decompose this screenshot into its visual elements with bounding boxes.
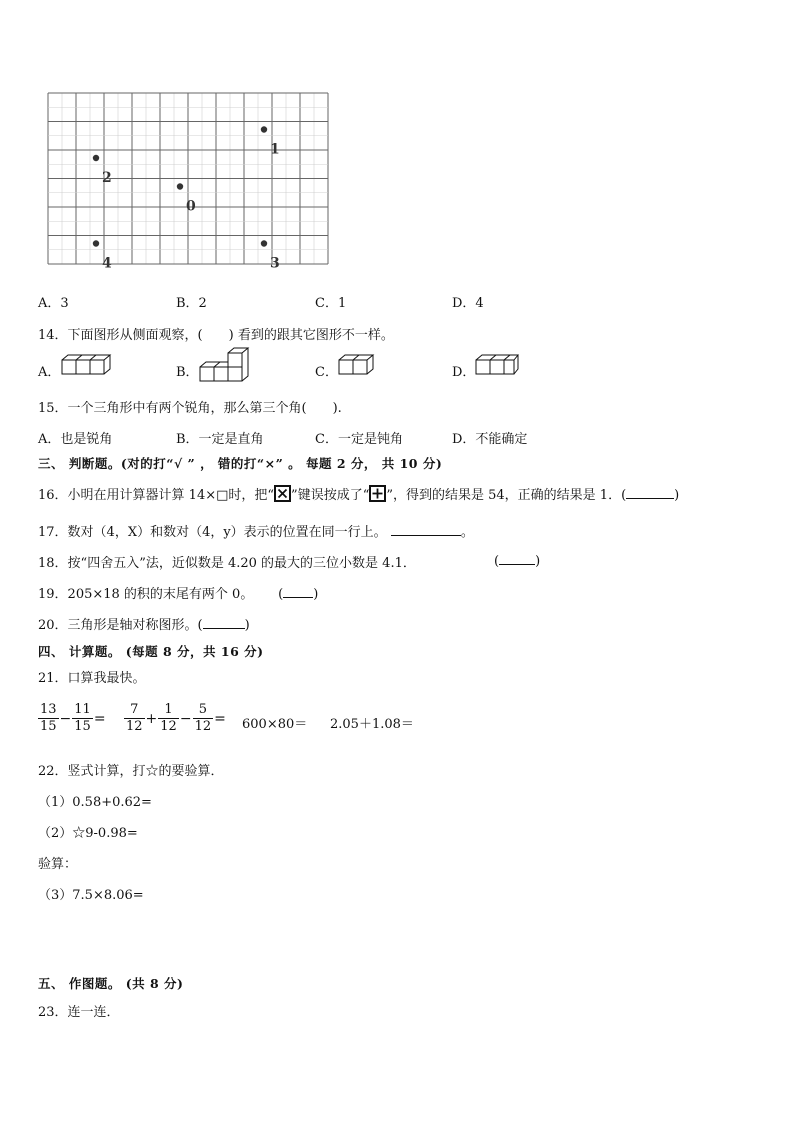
- q14-figure-d: [474, 352, 520, 380]
- grid-point-label: 3: [270, 255, 280, 272]
- q14-option-c-label: C．: [315, 365, 338, 380]
- fraction: $\frac{11}{15}$: [74, 702, 91, 734]
- cube-figure-c-icon: [337, 352, 377, 380]
- q21-expression-1: $\frac{13}{15}$ − $\frac{11}{15}$ =: [40, 702, 106, 734]
- grid-point: [177, 183, 183, 189]
- grid-point-label: 2: [102, 170, 112, 186]
- q18-text: 18．按“四舍五入”法，近似数是 4.20 的最大的三位小数是 4.1．: [38, 556, 416, 571]
- q20: [38, 614, 250, 633]
- q19: [38, 583, 318, 602]
- grid-point-label: 1: [270, 141, 280, 158]
- q17-text: 17．数对（4，X）和数对（4，y）表示的位置在同一行上。: [38, 525, 387, 540]
- q15-option-a[interactable]: A．也是锐角: [38, 432, 113, 447]
- cube-figure-d-icon: [474, 352, 520, 380]
- q13-option-c[interactable]: C．1: [315, 296, 347, 311]
- grid-figure: [42, 90, 330, 272]
- q20-bracket-close: ): [244, 618, 250, 633]
- section-4-title: 四、 计算题。 (每题 8 分，共 16 分): [38, 644, 264, 659]
- q19-answer-blank[interactable]: [283, 585, 313, 598]
- q13-option-b[interactable]: B．2: [176, 296, 207, 311]
- q16-text-2: ”键误按成了“: [291, 488, 370, 503]
- grid-point: [261, 126, 267, 132]
- fraction: $\frac{7}{12}$: [126, 702, 143, 734]
- q17: [38, 521, 474, 540]
- q16-text-1: 16．小明在用计算器计算 14×□时，把“: [38, 488, 275, 503]
- point-grid: [42, 90, 330, 272]
- q22-item-3: （3）7.5×8.06=: [38, 888, 144, 903]
- q18-answer: [494, 552, 540, 569]
- q21-expression-3: 600×80＝: [242, 717, 308, 732]
- q22-text: 22．竖式计算，打☆的要验算．: [38, 764, 224, 779]
- q19-text: 19．205×18 的积的末尾有两个 0。: [38, 587, 254, 602]
- cube-figure-a-icon: [60, 352, 112, 380]
- grid-point: [93, 155, 99, 161]
- fraction: $\frac{13}{15}$: [40, 702, 57, 734]
- cube-figure-b-icon: [198, 347, 250, 383]
- q14-option-b-label: B．: [176, 365, 199, 380]
- q21-expression-4: 2.05＋1.08＝: [330, 717, 414, 732]
- q13-option-a[interactable]: A．3: [38, 296, 69, 311]
- q18-bracket-close: ): [535, 554, 541, 569]
- q17-answer-blank[interactable]: [391, 523, 461, 536]
- q22-item-1: （1）0.58+0.62=: [38, 795, 152, 810]
- grid-point: [93, 240, 99, 246]
- q19-bracket-open: (: [278, 587, 284, 602]
- q14-option-a-label: A．: [38, 365, 61, 380]
- q14-option-d-label: D．: [452, 365, 476, 380]
- q14-figure-b: [198, 347, 250, 383]
- q15-option-c[interactable]: C．一定是钝角: [315, 432, 403, 447]
- q19-bracket-close: ): [313, 587, 319, 602]
- q23-text: 23．连一连．: [38, 1005, 120, 1020]
- section-3-title: 三、 判断题。(对的打“√ ” ， 错的打“×” 。 每题 2 分， 共 10 分): [38, 456, 443, 471]
- grid-point-label: 4: [102, 255, 112, 272]
- q14-figure-a: [60, 352, 112, 380]
- grid-point-label: 0: [186, 198, 196, 215]
- q20-answer-blank[interactable]: [203, 616, 245, 629]
- q14-option-a[interactable]: [38, 361, 60, 380]
- q14-figure-c: [337, 352, 377, 380]
- fraction: $\frac{5}{12}$: [194, 702, 212, 734]
- section-5-title: 五、 作图题。 (共 8 分): [38, 976, 184, 991]
- fraction: $\frac{1}{12}$: [160, 702, 177, 734]
- q16-text-3: ”，得到的结果是 54，正确的结果是 1．(: [386, 488, 627, 503]
- q16: [38, 484, 679, 504]
- q18-bracket-open: (: [494, 554, 500, 569]
- q21-text: 21．口算我最快。: [38, 671, 146, 686]
- q14-option-c[interactable]: [315, 361, 338, 380]
- q15-text: 15．一个三角形中有两个锐角，那么第三个角( ).: [38, 401, 342, 416]
- q16-text-4: ): [674, 488, 680, 503]
- q14-text: 14．下面图形从侧面观察，( ) 看到的跟其它图形不一样。: [38, 328, 394, 343]
- q13-option-d[interactable]: D．4: [452, 296, 484, 311]
- grid-point: [261, 240, 267, 246]
- q16-answer-blank[interactable]: [626, 486, 674, 499]
- q22-verify-label: 验算：: [38, 857, 78, 872]
- q21-expression-2: $\frac{7}{12}$ + $\frac{1}{12}$ − $\frac{5}{12}$ =: [126, 702, 226, 734]
- q14-option-b[interactable]: [176, 361, 199, 380]
- q18-answer-blank[interactable]: [499, 552, 535, 565]
- q17-end: 。: [460, 525, 474, 540]
- q14-option-d[interactable]: [452, 361, 475, 380]
- q15-option-b[interactable]: B．一定是直角: [176, 432, 264, 447]
- q20-text: 20．三角形是轴对称图形。(: [38, 618, 203, 633]
- plus-key-icon: [369, 485, 386, 502]
- q15-option-d[interactable]: D．不能确定: [452, 432, 528, 447]
- q22-item-2: （2）☆9-0.98=: [38, 826, 138, 841]
- multiply-key-icon: [274, 485, 291, 502]
